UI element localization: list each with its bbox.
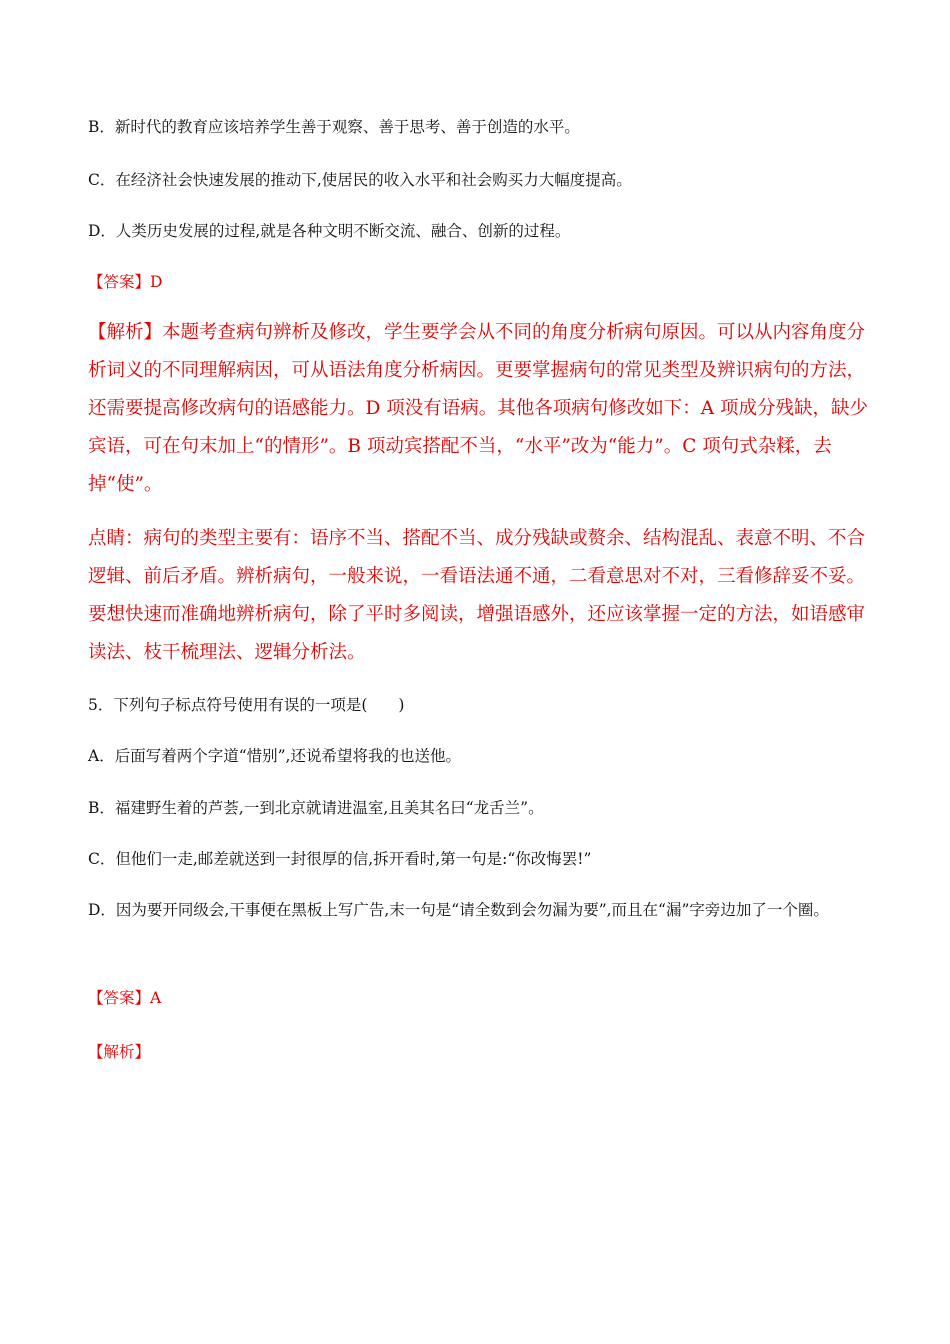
q5-option-a: A．后面写着两个字道“惜别”,还说希望将我的也送他。 [88,747,461,765]
q5-option-b: B．福建野生着的芦荟,一到北京就请进温室,且美其名曰“龙舌兰”。 [88,799,544,817]
q5-analysis-label: 【解析】 [88,1043,151,1061]
q4-tip-text: 点睛：病句的类型主要有：语序不当、搭配不当、成分残缺或赘余、结构混乱、表意不明、不合逻辑、前后矛盾。辨析病句，一般来说，一看语法通不通，二看意思对不对，三看修辞妥不妥。要想快速而准确地辨析病句，除了平时多阅读，增强语感外，还应该掌握一定的方法，如语感审读法、枝干梳理法、逻辑分析法。 [88,528,866,663]
q5-stem: 5．下列句子标点符号使用有误的一项是( ) [88,696,405,714]
q4-option-b: B．新时代的教育应该培养学生善于观察、善于思考、善于创造的水平。 [88,118,580,136]
q5-option-d: D．因为要开同级会,干事便在黑板上写广告,末一句是“请全数到会勿漏为要”,而且在“漏”字旁边加了一个圈。 [88,901,829,919]
q4-analysis [88,314,870,504]
q4-option-d: D．人类历史发展的过程,就是各种文明不断交流、融合、创新的过程。 [88,222,571,240]
q4-tip [88,520,870,672]
q5-option-c: C．但他们一走,邮差就送到一封很厚的信,拆开看时,第一句是:“你改悔罢!” [88,850,592,868]
q4-option-c: C．在经济社会快速发展的推动下,使居民的收入水平和社会购买力大幅度提高。 [88,171,632,189]
q4-answer: 【答案】D [88,273,163,291]
q4-analysis-text: 【解析】本题考查病句辨析及修改，学生要学会从不同的角度分析病句原因。可以从内容角度分析词义的不同理解病因，可从语法角度分析病因。更要掌握病句的常见类型及辨识病句的方法，还需要提高修改病句的语感能力。D 项没有语病。其他各项病句修改如下：A 项成分残缺，缺少宾语，可在句末加上“的情形”。B 项动宾搭配不当，“水平”改为“能力”。C 项句式杂糅，去掉“使”。 [88,322,868,495]
q5-answer: 【答案】A [88,989,162,1007]
